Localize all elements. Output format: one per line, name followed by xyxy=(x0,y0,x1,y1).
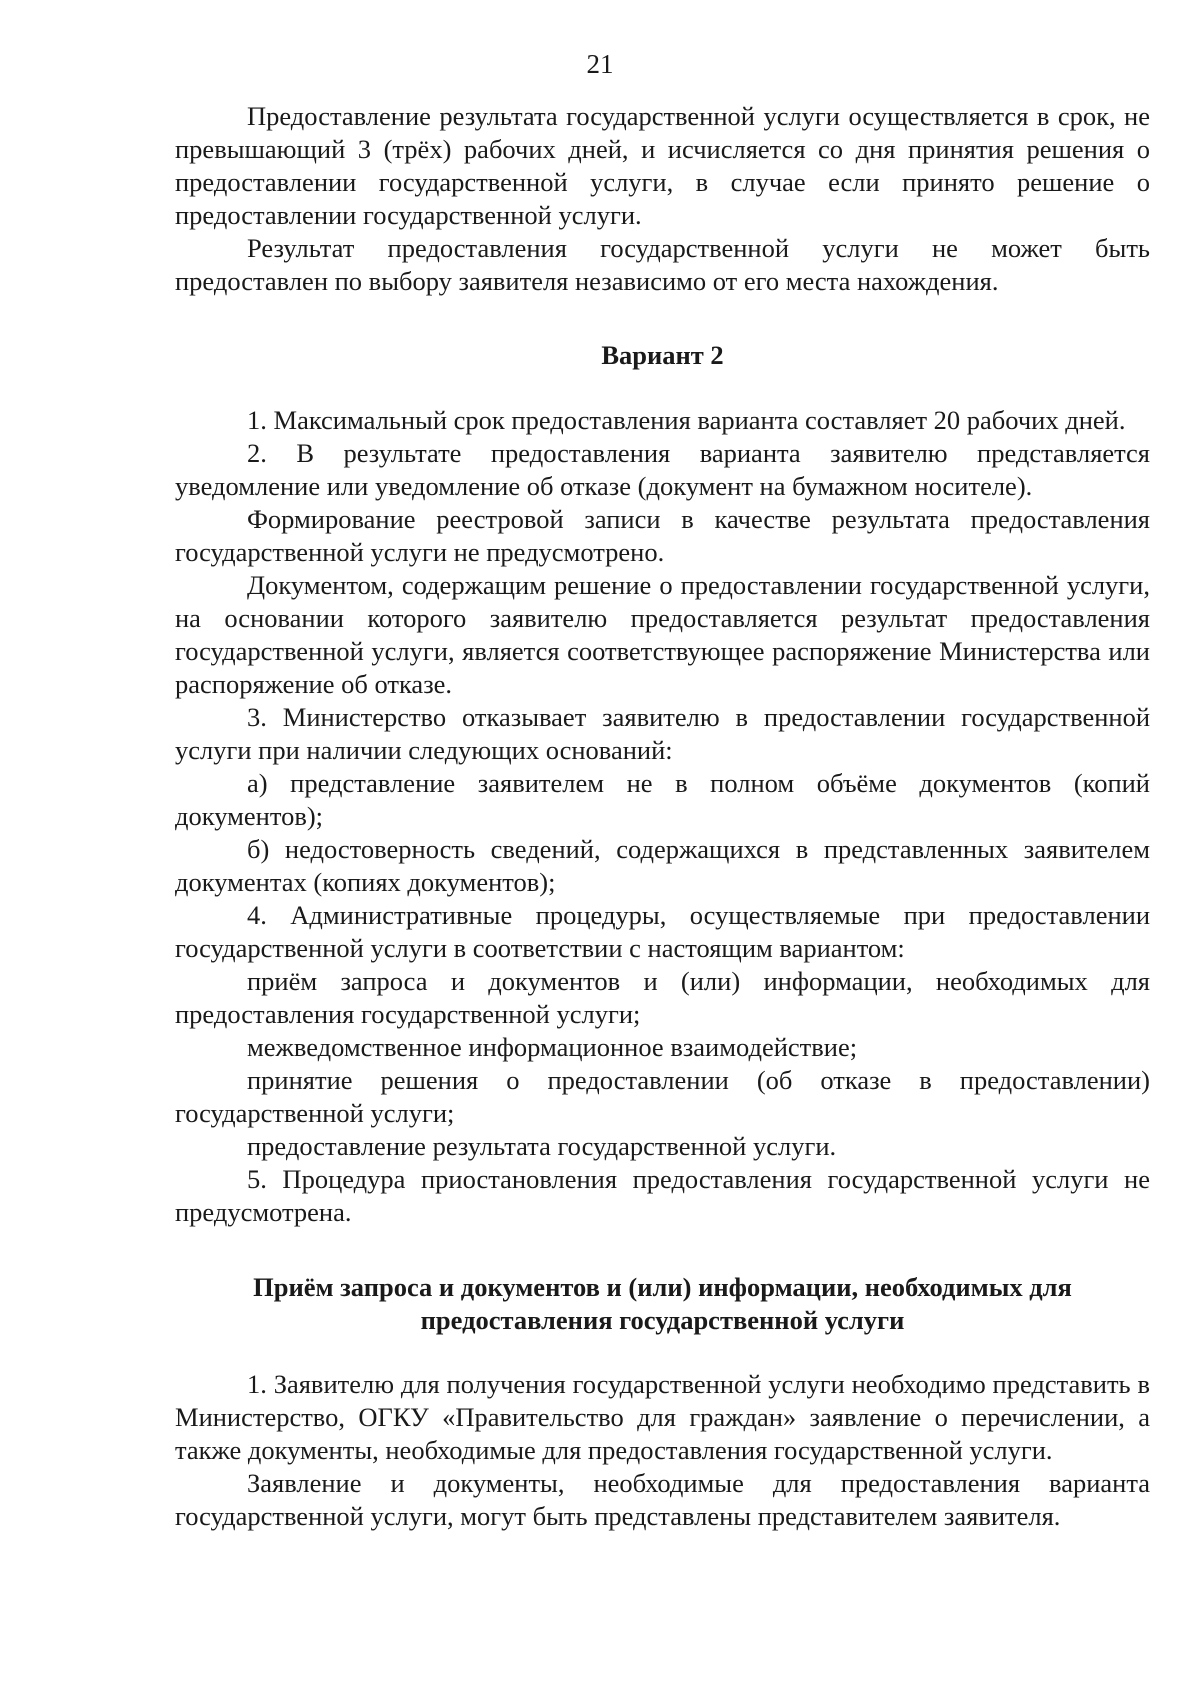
variant-heading: Вариант 2 xyxy=(601,340,724,370)
paragraph: 3. Министерство отказывает заявителю в предоставлении государственной услуги при наличии следующих оснований: xyxy=(175,702,1150,765)
paragraph: 4. Административные процедуры, осуществляемые при предоставлении государственной услуги в соответствии с настоящим вариантом: xyxy=(175,900,1150,963)
paragraph: межведомственное информационное взаимодействие; xyxy=(247,1032,858,1062)
paragraph: 5. Процедура приостановления предоставления государственной услуги не предусмотрена. xyxy=(175,1164,1150,1227)
paragraph: б) недостоверность сведений, содержащихся в представленных заявителем документах (копиях документов); xyxy=(175,834,1150,897)
paragraph: приём запроса и документов и (или) информации, необходимых для предоставления государственной услуги; xyxy=(175,966,1150,1029)
page-number: 21 xyxy=(586,49,614,79)
paragraph: а) представление заявителем не в полном объёме документов (копий документов); xyxy=(175,768,1150,831)
paragraph: предоставление результата государственной услуги. xyxy=(247,1131,837,1161)
paragraph: Результат предоставления государственной услуги не может быть предоставлен по выбору заявителя независимо от его места нахождения. xyxy=(175,233,1150,296)
paragraph: Документом, содержащим решение о предоставлении государственной услуги, на основании которого заявителю предоставляется результат предоставления государственной услуги, является соответствующее распоряжение Министерства или распоряжение об отказе. xyxy=(175,570,1150,699)
paragraph: Заявление и документы, необходимые для предоставления варианта государственной услуги, могут быть представлены представителем заявителя. xyxy=(175,1468,1150,1531)
paragraph: 2. В результате предоставления варианта заявителю представляется уведомление или уведомление об отказе (документ на бумажном носителе). xyxy=(175,438,1150,501)
paragraph: Предоставление результата государственной услуги осуществляется в срок, не превышающий 3 (трёх) рабочих дней, и исчисляется со дня принятия решения о предоставлении государственной услуги, в случае если принято решение о предоставлении государственной услуги. xyxy=(175,101,1150,230)
section-heading: Приём запроса и документов и (или) информации, необходимых для предоставления государственной услуги xyxy=(253,1272,1072,1335)
document-body xyxy=(175,100,1150,1533)
paragraph: Формирование реестровой записи в качестве результата предоставления государственной услуги не предусмотрено. xyxy=(175,504,1150,567)
paragraph: 1. Заявителю для получения государственной услуги необходимо представить в Министерство, ОГКУ «Правительство для граждан» заявление о перечислении, а также документы, необходимые для предоставления государственной услуги. xyxy=(175,1369,1150,1465)
paragraph: принятие решения о предоставлении (об отказе в предоставлении) государственной услуги; xyxy=(175,1065,1150,1128)
paragraph: 1. Максимальный срок предоставления варианта составляет 20 рабочих дней. xyxy=(247,405,1126,435)
